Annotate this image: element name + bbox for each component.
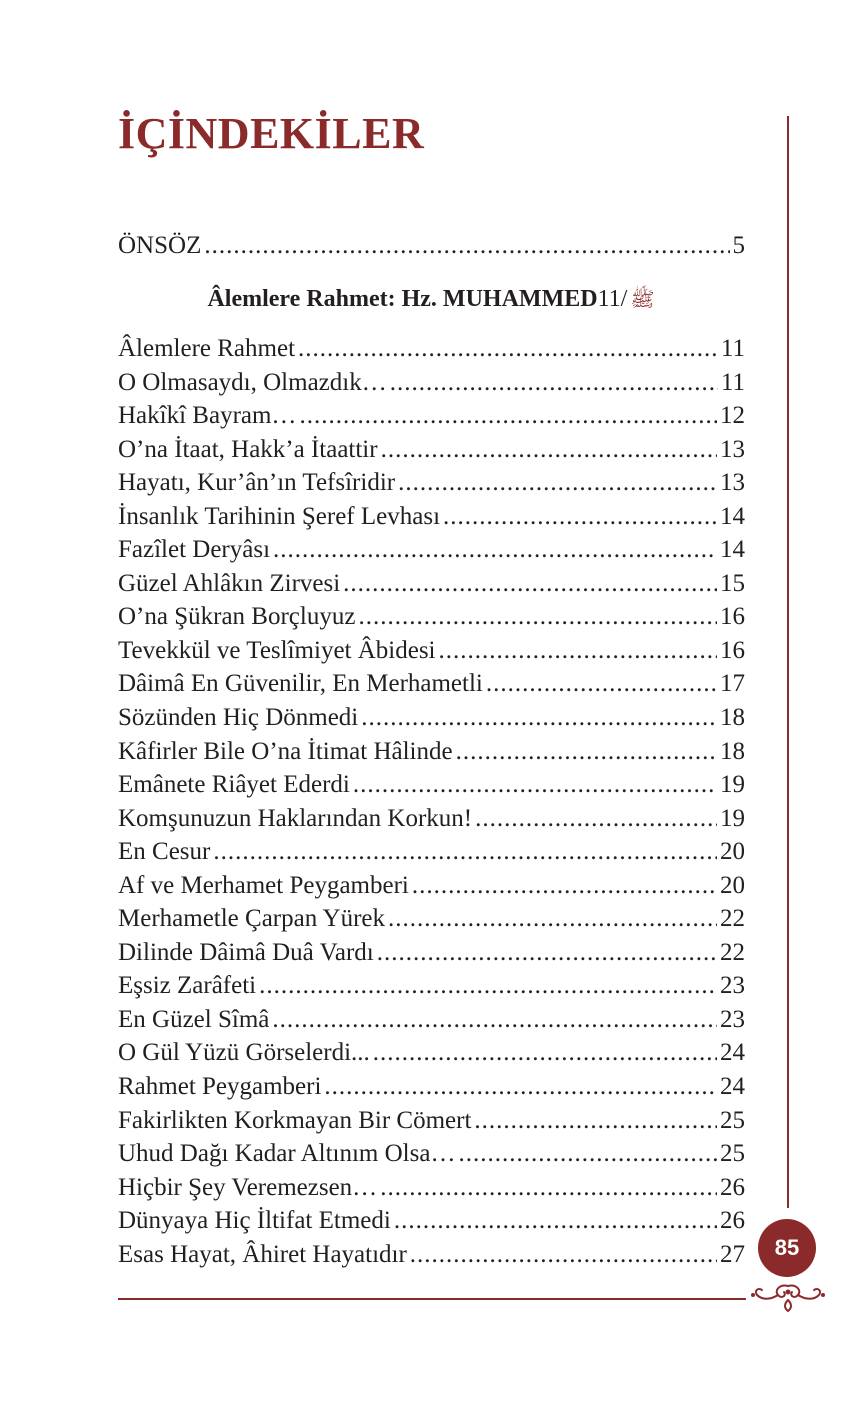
toc-entry-title: Fakirlikten Korkmayan Bir Cömert: [118, 1106, 472, 1134]
toc-entry-title: Sözünden Hiç Dönmedi: [118, 704, 359, 732]
toc-entry-page: 20: [720, 838, 745, 866]
toc-entry-title: Fazîlet Deryâsı: [118, 536, 271, 564]
toc-entry-title: Eşsiz Zarâfeti: [118, 972, 257, 1000]
toc-entry-title: Tevekkül ve Teslîmiyet Âbidesi: [118, 636, 436, 664]
toc-entry-title: Rahmet Peygamberi: [118, 1073, 322, 1101]
toc-entry-page: 26: [720, 1207, 745, 1235]
toc-entry-title: O Gül Yüzü Görselerdi...: [118, 1039, 370, 1067]
dot-leader: [410, 1238, 717, 1272]
toc-entry-page: 22: [720, 905, 745, 933]
dot-leader: [390, 366, 718, 400]
honorific-glyph: ﷺ: [630, 289, 655, 311]
toc-entry-page: 23: [720, 1005, 745, 1033]
toc-entry[interactable]: [118, 802, 745, 836]
toc-entry[interactable]: [118, 567, 745, 601]
toc-entry-title: En Güzel Sîmâ: [118, 1005, 270, 1033]
toc-entry-title: ÖNSÖZ: [118, 232, 202, 259]
toc-entry[interactable]: [118, 1036, 745, 1070]
toc-entry-title: Emânete Riâyet Ederdi: [118, 771, 350, 799]
toc-entry-page: 19: [720, 771, 745, 799]
toc-entry-page: 14: [720, 536, 745, 564]
dot-leader: [458, 1137, 717, 1171]
floral-scroll-ornament-icon: [750, 1278, 826, 1314]
dot-leader: [474, 1104, 717, 1138]
toc-entry[interactable]: [118, 969, 745, 1003]
toc-entry-title: İnsanlık Tarihinin Şeref Levhası: [118, 502, 441, 530]
toc-entry-page: 12: [720, 402, 745, 430]
dot-leader: [388, 902, 717, 936]
toc-entry-title: Komşunuzun Haklarından Korkun!: [118, 804, 473, 832]
toc-entry[interactable]: [118, 735, 745, 769]
dot-leader: [343, 567, 717, 601]
toc-entry-page: 24: [720, 1073, 745, 1101]
toc-entry[interactable]: [118, 1204, 745, 1238]
toc-entry-page: 13: [720, 469, 745, 497]
toc-entry[interactable]: [118, 399, 745, 433]
toc-entry-page: 15: [720, 569, 745, 597]
dot-leader: [361, 701, 717, 735]
dot-leader: [456, 735, 717, 769]
section-heading-page: /11: [597, 286, 628, 312]
toc-entry-title: Hakîkî Bayram…: [118, 402, 297, 430]
right-margin-rule: [787, 116, 789, 1208]
dot-leader: [475, 802, 717, 836]
toc-entry[interactable]: [118, 768, 745, 802]
toc-entry[interactable]: [118, 902, 745, 936]
toc-entry[interactable]: [118, 366, 745, 400]
toc-list: [118, 332, 745, 1271]
toc-entry-page: 22: [720, 938, 745, 966]
dot-leader: [381, 433, 717, 467]
dot-leader: [324, 1070, 717, 1104]
toc-entry[interactable]: [118, 433, 745, 467]
toc-entry[interactable]: [118, 1104, 745, 1138]
toc-entry-title: O’na Şükran Borçluyuz: [118, 603, 356, 631]
dot-leader: [398, 466, 717, 500]
bottom-rule: [118, 1298, 746, 1300]
dot-leader: [204, 229, 729, 263]
toc-entry-title: Merhametle Çarpan Yürek: [118, 905, 386, 933]
toc-entry-page: 13: [720, 435, 745, 463]
toc-entry[interactable]: [118, 1070, 745, 1104]
toc-entry-page: 11: [720, 335, 745, 362]
toc-entry-page: 16: [720, 603, 745, 631]
toc-entry-title: O Olmasaydı, Olmazdık…: [118, 368, 387, 396]
toc-entry-title: Hiçbir Şey Veremezsen…: [118, 1173, 378, 1201]
toc-entry[interactable]: [118, 332, 745, 366]
dot-leader: [298, 332, 718, 366]
toc-entry-title: Hayatı, Kur’ân’ın Tefsîridir: [118, 469, 396, 497]
dot-leader: [273, 533, 717, 567]
toc-entry-page: 11: [720, 368, 745, 396]
toc-entry-page: 14: [720, 502, 745, 530]
toc-entry-title: Dünyaya Hiç İltifat Etmedi: [118, 1207, 391, 1235]
toc-entry-title: Uhud Dağı Kadar Altınım Olsa…: [118, 1140, 456, 1168]
dot-leader: [373, 1036, 717, 1070]
toc-entry[interactable]: [118, 1137, 745, 1171]
section-heading-title: Âlemlere Rahmet: Hz. MUHAMMED: [207, 286, 598, 312]
toc-entry-title: Esas Hayat, Âhiret Hayatıdır: [118, 1240, 407, 1268]
toc-entry-title: En Cesur: [118, 838, 211, 866]
dot-leader: [353, 768, 717, 802]
toc-entry-page: 5: [732, 232, 745, 259]
dot-leader: [299, 399, 717, 433]
dot-leader: [412, 869, 717, 903]
toc-entry[interactable]: [118, 533, 745, 567]
dot-leader: [380, 1171, 717, 1205]
toc-entry[interactable]: [118, 835, 745, 869]
toc-entry-page: 17: [720, 670, 745, 698]
toc-entry-page: 16: [720, 636, 745, 664]
section-heading: [118, 283, 745, 316]
toc-entry[interactable]: [118, 634, 745, 668]
toc-entry-page: 25: [720, 1140, 745, 1168]
toc-entry[interactable]: [118, 500, 745, 534]
dot-leader: [439, 634, 717, 668]
dot-leader: [213, 835, 717, 869]
dot-leader: [443, 500, 717, 534]
toc-entry[interactable]: [118, 600, 745, 634]
toc-entry-title: Âlemlere Rahmet: [118, 335, 296, 362]
toc-entry[interactable]: [118, 1003, 745, 1037]
toc-entry-page: 18: [720, 737, 745, 765]
toc-entry-title: Dâimâ En Güvenilir, En Merhametli: [118, 670, 483, 698]
toc-entry-page: 23: [720, 972, 745, 1000]
toc-entry-page: 26: [720, 1173, 745, 1201]
toc-entry[interactable]: [118, 1238, 745, 1272]
toc-entry-title: O’na İtaat, Hakk’a İtaattir: [118, 435, 378, 463]
page-number-badge: 85: [758, 1219, 816, 1277]
toc-entry-title: Af ve Merhamet Peygamberi: [118, 871, 409, 899]
toc-entry[interactable]: [118, 869, 745, 903]
toc-entry-page: 19: [720, 804, 745, 832]
dot-leader: [358, 600, 717, 634]
toc-entry-title: Dilinde Dâimâ Duâ Vardı: [118, 938, 374, 966]
toc-entry-page: 20: [720, 871, 745, 899]
dot-leader: [259, 969, 717, 1003]
toc-entry-page: 18: [720, 704, 745, 732]
dot-leader: [272, 1003, 717, 1037]
dot-leader: [486, 667, 717, 701]
toc-entry[interactable]: [118, 936, 745, 970]
page-title: İÇİNDEKİLER: [118, 109, 425, 158]
toc-entry[interactable]: [118, 667, 745, 701]
toc-entry-page: 24: [720, 1039, 745, 1067]
toc-entry[interactable]: [118, 701, 745, 735]
toc-entry-title: Güzel Ahlâkın Zirvesi: [118, 569, 341, 597]
toc-entry-title: Kâfirler Bile O’na İtimat Hâlinde: [118, 737, 453, 765]
dot-leader: [394, 1204, 717, 1238]
toc-entry[interactable]: [118, 466, 745, 500]
toc-entry-page: 25: [720, 1106, 745, 1134]
toc-entry-page: 27: [720, 1240, 745, 1268]
toc-entry-preface[interactable]: [118, 229, 745, 263]
toc-entry[interactable]: [118, 1171, 745, 1205]
dot-leader: [377, 936, 717, 970]
